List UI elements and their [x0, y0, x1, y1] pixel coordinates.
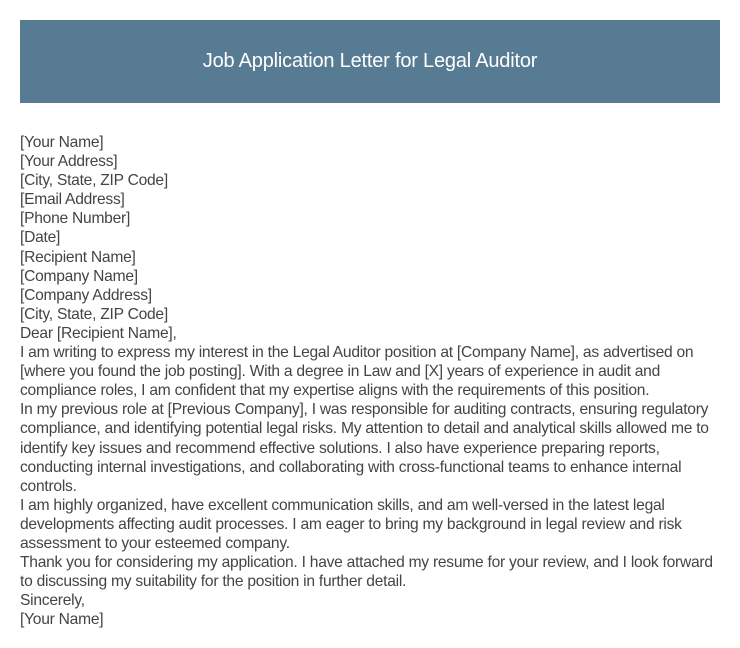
- recipient-city: [City, State, ZIP Code]: [20, 305, 168, 323]
- paragraph: In my previous role at [Previous Company], I was responsible for auditing contracts, ensuring regulatory compliance, and identifying potential legal risks. My attention to detail and analytical skills allowed me to identify key issues and recommend effective solutions. I also have experience preparing reports, conducting internal investigations, and collaborating with cross-functional teams to enhance internal controls.: [20, 401, 709, 495]
- signature: [Your Name]: [20, 611, 104, 629]
- sender-phone: [Phone Number]: [20, 210, 131, 228]
- letter-body: [20, 133, 722, 629]
- recipient-company: [Company Name]: [20, 267, 138, 285]
- paragraph: I am highly organized, have excellent communication skills, and am well-versed in the latest legal developments affecting audit processes. I am eager to bring my background in legal review and risk assessment to your esteemed company.: [20, 496, 682, 552]
- recipient-address: [Company Address]: [20, 286, 152, 304]
- recipient-name: [Recipient Name]: [20, 248, 136, 266]
- letter-date: [Date]: [20, 229, 61, 247]
- sender-address: [Your Address]: [20, 153, 118, 171]
- salutation: Dear [Recipient Name],: [20, 324, 177, 342]
- sender-city: [City, State, ZIP Code]: [20, 172, 168, 190]
- closing: Sincerely,: [20, 592, 85, 610]
- letter-header: [20, 20, 720, 103]
- sender-email: [Email Address]: [20, 191, 125, 209]
- paragraph: Thank you for considering my application. I have attached my resume for your review, and I look forward to discussing my suitability for the position in further detail.: [20, 554, 713, 591]
- sender-name: [Your Name]: [20, 134, 104, 151]
- paragraph: I am writing to express my interest in the Legal Auditor position at [Company Name], as advertised on [where you found the job posting]. With a degree in Law and [X] years of experience in audit and compliance roles, I am confident that my expertise aligns with the requirements of this position.: [20, 344, 694, 400]
- page-title: Job Application Letter for Legal Auditor: [202, 50, 538, 72]
